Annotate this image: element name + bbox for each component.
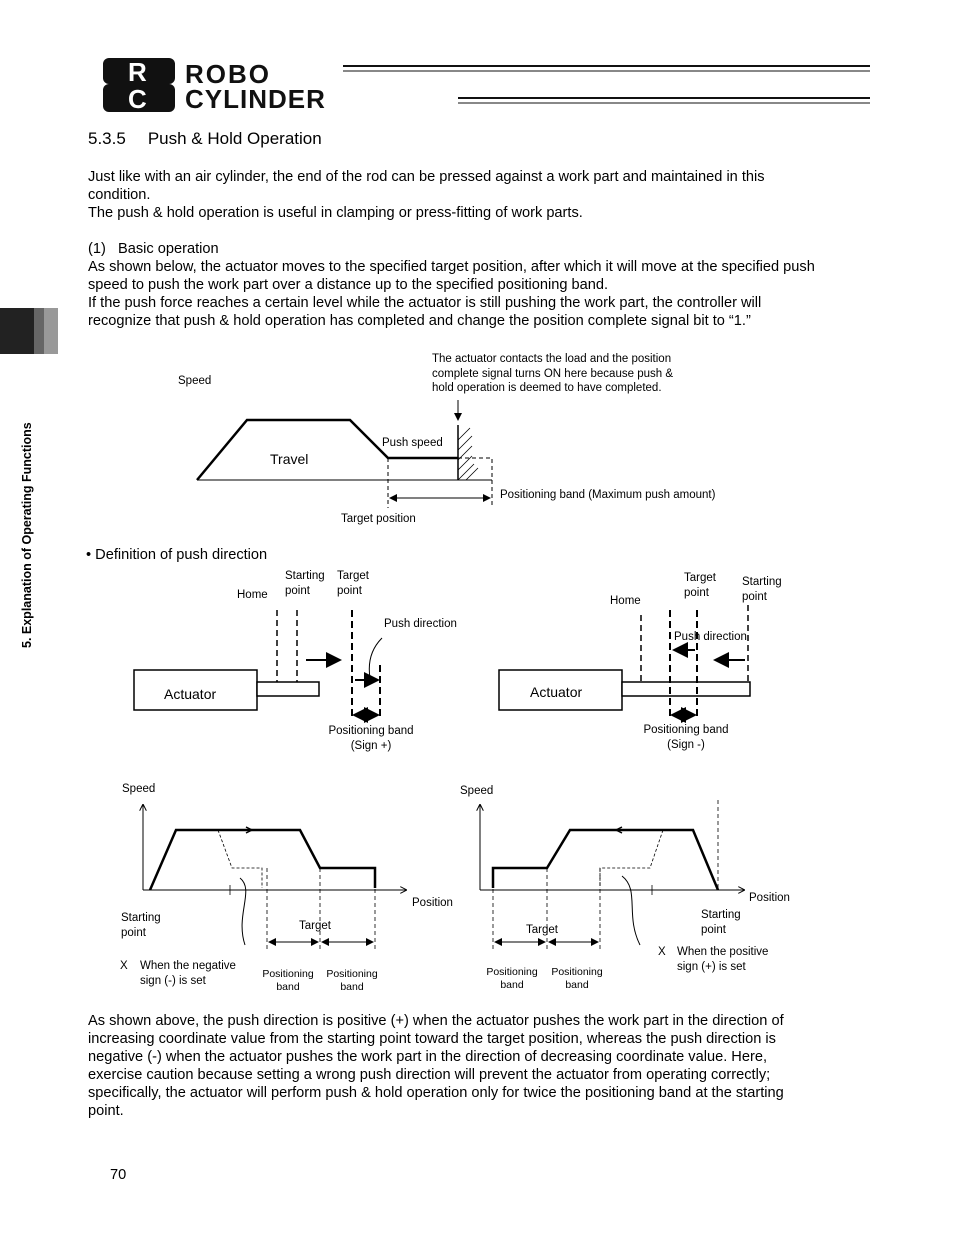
rc-logo-mark [103,57,175,114]
left-target-point-label [337,569,369,598]
definition-heading: • Definition of push direction [86,547,268,563]
push-direction-figure [0,560,954,760]
closing-line: As shown above, the push direction is positive (+) when the actuator pushes the work part in the direction of [88,1013,784,1029]
logo-word-robo: ROBO [185,59,271,89]
fig1-speed-label: Speed [178,375,212,387]
right-push-direction-label: Push direction [674,631,747,643]
label-line: When the positive [677,946,769,958]
left-actuator-diagram [134,610,382,720]
fig1-band-label: Positioning band (Maximum push amount) [500,489,716,501]
basic-operation-heading: (1) Basic operation [88,241,219,257]
right-band-label [636,723,736,752]
right-actuator-diagram [499,605,750,720]
right-plot-position-label: Position [749,892,790,904]
label-line: sign (+) is set [677,960,746,973]
left-plot-wrong-path [218,830,262,888]
intro-paragraph [88,168,888,222]
logo-word-cylinder: CYLINDER [185,84,326,114]
logo-mark-c: C [128,84,147,114]
basic-line: speed to push the work part over a distance up to the specified positioning band. [88,277,609,293]
label-line: Starting [701,909,741,921]
basic-operation-paragraph [88,240,888,330]
left-band-label [322,724,420,753]
left-plot-band2-label [322,968,382,994]
page-number: 70 [110,1167,127,1183]
left-plot-position-label: Position [412,897,453,909]
left-speed-plot [143,805,406,950]
closing-line: increasing coordinate value from the starting point toward the target position, whereas the push direction is [88,1031,776,1047]
right-plot-band1-label [482,966,542,992]
logo-mark-r: R [128,57,147,87]
right-starting-point-label [742,575,782,604]
right-plot-curve [493,830,718,890]
label-line: sign (-) is set [140,974,206,987]
right-plot-note [677,945,768,974]
fig1-note-line: The actuator contacts the load and the position [432,353,672,365]
left-plot-band1-label [258,968,318,994]
header-rules [343,66,870,103]
label-line: Target [337,570,369,582]
label-line: point [742,590,767,603]
fig1-target-label: Target position [341,513,416,525]
label-line: Starting [285,570,325,582]
basic-line: If the push force reaches a certain level while the actuator is still pushing the work part, the controller will [88,295,762,311]
closing-line: exercise caution because setting a wrong push direction will prevent the actuator from operating correctly; [88,1067,771,1083]
section-title: Push & Hold Operation [147,129,322,148]
left-plot-target-label: Target [299,920,331,932]
left-plot-speed-label: Speed [122,783,156,795]
label-line: Positioning [326,968,378,980]
fig1-note-line: hold operation is deemed to have completed. [432,382,662,394]
fig1-push-speed-label: Push speed [382,437,443,449]
right-plot-wrong-path [600,830,663,888]
right-plot-target-label: Target [526,924,558,936]
intro-line: Just like with an air cylinder, the end of the rod can be pressed against a work part and maintained in this [88,169,765,185]
side-chapter-label: 5. Explanation of Operating Functions [20,422,34,648]
intro-line: condition. [88,187,151,203]
closing-line: specifically, the actuator will perform push & hold operation only for twice the positioning band at the starting [88,1085,784,1101]
right-plot-speed-label: Speed [460,785,494,797]
left-push-direction-label: Push direction [384,618,457,630]
label-line: band [340,981,364,993]
label-line: (Sign +) [350,739,392,752]
section-heading [88,129,322,149]
label-line: point [701,923,726,936]
left-plot-leader [240,878,246,945]
label-line: Positioning band [643,724,729,736]
label-line: band [500,979,524,991]
fig1-wall-hatch [458,428,478,480]
right-actuator-rod [622,682,750,696]
left-plot-note [140,959,236,988]
closing-line: point. [88,1103,124,1119]
left-home-label: Home [237,589,268,601]
label-line: Positioning [486,966,538,978]
left-plot-curve [150,830,375,890]
right-plot-band2-label [547,966,607,992]
fig1-travel-label: Travel [270,451,309,467]
header-logo [0,0,954,120]
label-line: point [684,586,709,599]
basic-line: recognize that push & hold operation has completed and change the position complete signal bit to “1.” [88,313,751,329]
left-actuator-rod [257,682,319,696]
closing-line: negative (-) when the actuator pushes the work part in the direction of decreasing coordinate value. Here, [88,1049,767,1065]
label-line: When the negative [140,960,236,972]
label-line: point [121,926,146,939]
label-line: point [337,584,362,597]
left-plot-starting-label [121,911,161,940]
label-line: Starting [742,576,782,588]
closing-paragraph [88,1012,888,1120]
label-line: Positioning band [328,725,414,737]
label-line: Positioning [262,968,314,980]
label-line: band [276,981,300,993]
section-number: 5.3.5 [88,129,126,148]
fig1-contact-note [432,352,673,396]
left-starting-point-label [285,569,325,598]
basic-line: As shown below, the actuator moves to the specified target position, after which it will move at the specified push [88,259,815,275]
left-plot-note-mark: X [120,960,128,972]
label-line: point [285,584,310,597]
right-plot-starting-label [701,908,741,937]
label-line: (Sign -) [667,738,705,751]
fig1-note-line: complete signal turns ON here because push & [432,367,673,380]
left-actuator-label: Actuator [164,686,217,702]
intro-line: The push & hold operation is useful in clamping or press-fitting of work parts. [88,205,583,221]
right-target-point-label [684,571,716,600]
right-plot-note-mark: X [658,946,666,958]
right-plot-leader [622,876,640,945]
right-actuator-label: Actuator [530,684,583,700]
right-home-label: Home [610,595,641,607]
label-line: Positioning [551,966,603,978]
label-line: Target [684,572,716,584]
label-line: band [565,979,589,991]
label-line: Starting [121,912,161,924]
